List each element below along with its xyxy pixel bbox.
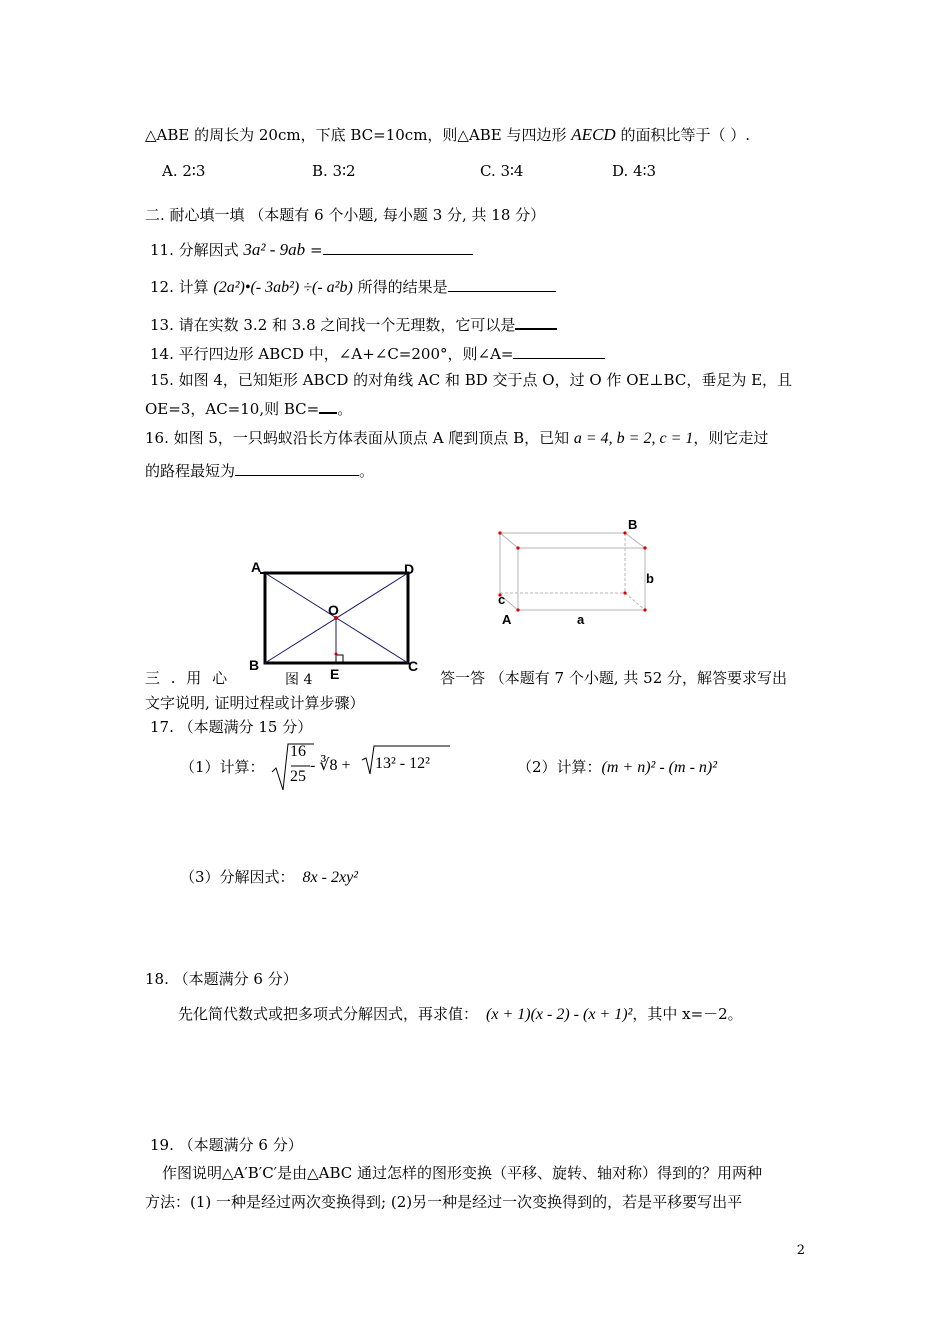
q18-head: 18. （本题满分 6 分） bbox=[145, 970, 298, 988]
q17-part1-label: （1）计算： bbox=[180, 758, 265, 776]
label-c-edge: c bbox=[498, 592, 506, 607]
label-a: A bbox=[251, 559, 262, 575]
q13: 13. 请在实数 3.2 和 3.8 之间找一个无理数，它可以是 bbox=[150, 313, 557, 335]
label-b-edge: b bbox=[646, 571, 654, 586]
q16-line2: 的路程最短为 。 bbox=[145, 462, 375, 480]
q19-line1: 作图说明△A′B′C′是由△ABC 通过怎样的图形变换（平移、旋转、轴对称）得到的？用两种 bbox=[162, 1164, 763, 1182]
label-b: B bbox=[249, 657, 260, 673]
section3-title-line2: 文字说明, 证明过程或计算步骤） bbox=[145, 694, 365, 712]
label-d: D bbox=[404, 561, 415, 577]
label-a-vertex: A bbox=[502, 612, 512, 627]
q15-line1: 15. 如图 4，已知矩形 ABCD 的对角线 AC 和 BD 交于点 O，过 O 作 OE⊥BC，垂足为 E，且 bbox=[150, 371, 793, 389]
q12: 12. 计算 (2a²)•(- 3ab²) ÷(- a²b) 所得的结果是 bbox=[150, 276, 556, 298]
label-a-edge: a bbox=[577, 612, 585, 627]
section3-title-left: 三 . 用 心 bbox=[145, 669, 231, 687]
q10-option-c: C. 3∶4 bbox=[480, 162, 524, 180]
q10-option-d: D. 4∶3 bbox=[612, 162, 657, 180]
q10-option-a: A. 2∶3 bbox=[162, 162, 206, 180]
q17-head: 17. （本题满分 15 分） bbox=[150, 718, 313, 736]
q14: 14. 平行四边形 ABCD 中，∠A+∠C=200°，则∠A= bbox=[150, 343, 605, 364]
label-o: O bbox=[328, 602, 339, 618]
point-mid bbox=[335, 653, 338, 656]
q16-line1: 16. 如图 5，一只蚂蚁沿长方体表面从顶点 A 爬到顶点 B，已知 a = 4, b = 2, c = 1，则它走过 bbox=[145, 429, 769, 447]
q17-part2: （2）计算：(m + n)² - (m - n)² bbox=[517, 758, 718, 776]
q18-body: 先化简代数式或把多项式分解因式，再求值： (x + 1)(x - 2) - (x + 1)²，其中 x=－2。 bbox=[178, 1005, 743, 1023]
q10-stem: △ABE 的周长为 20cm，下底 BC=10cm，则△ABE 与四边形 AECD 的面积比等于（ ）. bbox=[145, 125, 750, 144]
q10-option-b: B. 3∶2 bbox=[312, 162, 356, 180]
figure-5-cuboid bbox=[490, 515, 670, 630]
label-e: E bbox=[330, 666, 340, 682]
label-b-vertex: B bbox=[628, 517, 638, 532]
section2-title: 二. 耐心填一填 （本题有 6 个小题, 每小题 3 分, 共 18 分） bbox=[145, 206, 546, 224]
q10-math: AECD bbox=[571, 125, 616, 144]
label-c: C bbox=[408, 658, 419, 674]
q15-line2: OE=3，AC=10,则 BC= 。 bbox=[145, 397, 352, 419]
q17-part3: （3）分解因式： 8x - 2xy² bbox=[180, 868, 358, 886]
q19-head: 19. （本题满分 6 分） bbox=[150, 1136, 303, 1154]
q19-line2: 方法：(1) 一种是经过两次变换得到; (2)另一种是经过一次变换得到的，若是平移要写出平 bbox=[145, 1193, 743, 1211]
page-number: 2 bbox=[796, 1243, 805, 1258]
section3-title-right: 答一答 （本题有 7 个小题, 共 52 分，解答要求写出 bbox=[440, 669, 788, 687]
figure-4-rectangle bbox=[240, 555, 430, 685]
q11: 11. 分解因式 3a² - 9ab = bbox=[150, 239, 473, 260]
figure-4-caption: 图 4 bbox=[285, 672, 313, 688]
